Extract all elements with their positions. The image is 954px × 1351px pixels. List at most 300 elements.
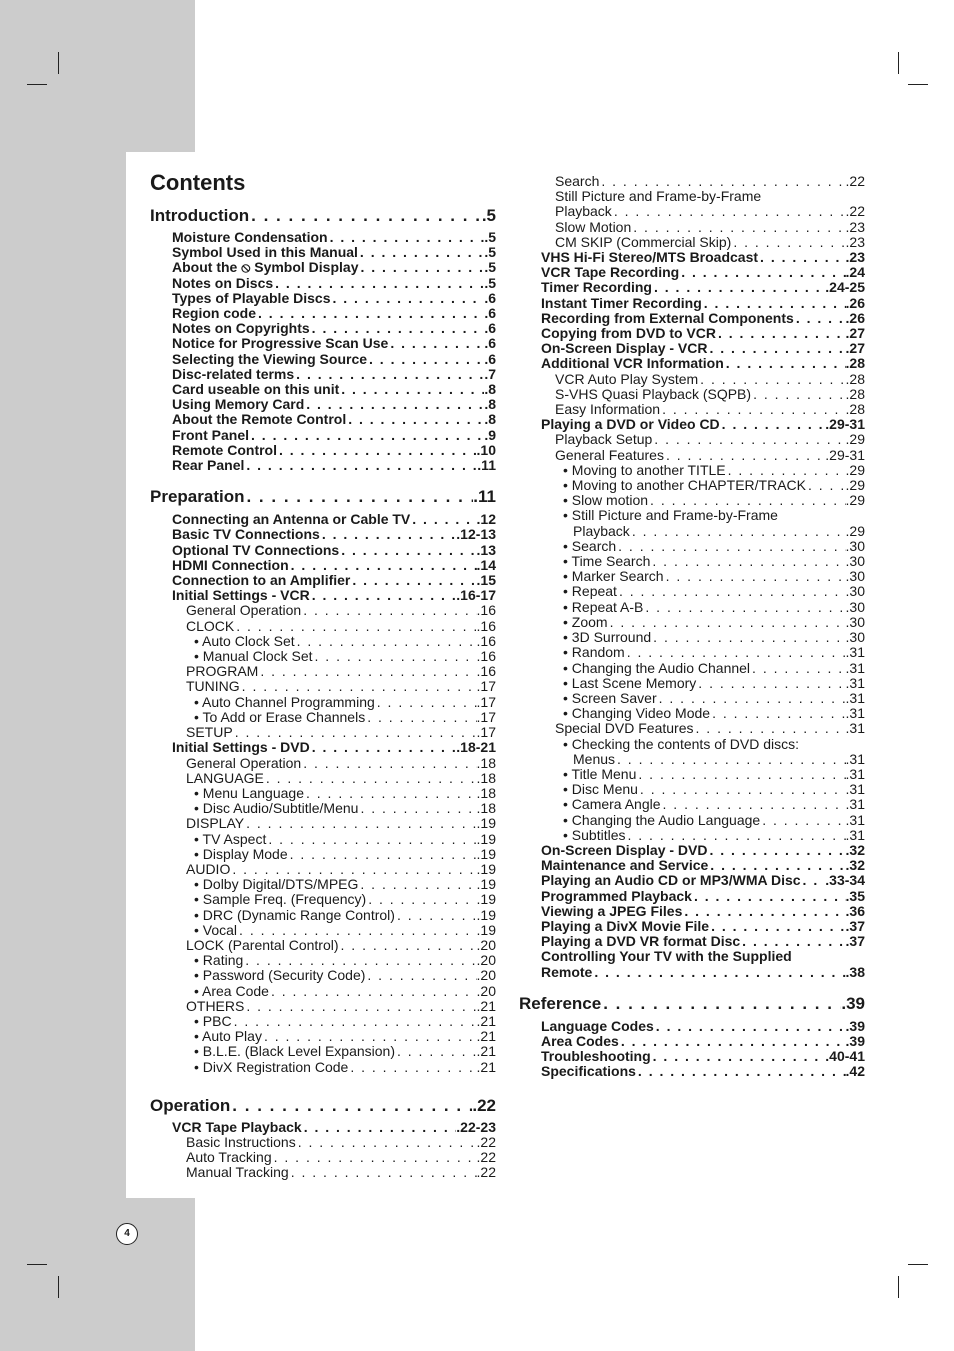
toc-entry bbox=[150, 527, 496, 542]
toc-entry bbox=[519, 873, 865, 888]
toc-entry bbox=[519, 417, 865, 432]
toc-page-number: .31 bbox=[845, 706, 865, 722]
toc-page-number: .19 bbox=[476, 892, 496, 908]
toc-entry bbox=[519, 569, 865, 584]
toc-page-number: .19 bbox=[476, 831, 496, 847]
toc-entry bbox=[519, 721, 865, 736]
toc-entry-label: • Zoom bbox=[563, 614, 608, 630]
toc-entry bbox=[150, 740, 496, 755]
toc-entry-label: • Changing Video Mode bbox=[563, 706, 711, 722]
toc-entry-label: LOCK (Parental Control) bbox=[186, 937, 339, 953]
toc-entry bbox=[519, 432, 865, 447]
toc-page-number: .27 bbox=[845, 341, 865, 357]
toc-left-column bbox=[150, 205, 496, 1181]
toc-entry-label: Optional TV Connections bbox=[172, 542, 340, 558]
toc-entry-label: Initial Settings - DVD bbox=[172, 740, 310, 756]
toc-entry-label: Rear Panel bbox=[172, 458, 245, 474]
toc-entry bbox=[150, 892, 496, 907]
toc-page-number: .28 bbox=[845, 386, 865, 402]
toc-page-number: .7 bbox=[484, 366, 496, 382]
toc-page-number: .19 bbox=[476, 816, 496, 832]
toc-page-number: .19 bbox=[476, 907, 496, 923]
dot-leader bbox=[262, 1029, 477, 1044]
toc-entry bbox=[150, 588, 496, 603]
toc-entry-label: SETUP bbox=[186, 725, 233, 741]
toc-entry bbox=[519, 828, 865, 843]
dot-leader bbox=[339, 938, 477, 953]
toc-entry-label: Specifications bbox=[541, 1064, 636, 1080]
dot-leader bbox=[720, 417, 826, 432]
toc-entry bbox=[519, 356, 865, 371]
toc-entry-label: Still Picture and Frame-by-Frame bbox=[555, 189, 762, 205]
toc-entry-label: VCR Auto Play System bbox=[555, 371, 699, 387]
toc-page-number: .19 bbox=[476, 861, 496, 877]
toc-entry bbox=[150, 816, 496, 831]
dot-leader bbox=[636, 1064, 846, 1079]
dot-leader bbox=[304, 397, 484, 412]
toc-page-number: .16 bbox=[476, 603, 496, 619]
dot-leader bbox=[724, 356, 846, 371]
toc-entry-label: Connecting an Antenna or Cable TV bbox=[172, 512, 411, 528]
toc-entry bbox=[519, 204, 865, 219]
toc-entry-label: Remote bbox=[541, 964, 593, 980]
toc-page-number: .32 bbox=[845, 842, 865, 858]
toc-entry-label: Playback bbox=[573, 523, 630, 539]
toc-entry-label: HDMI Connection bbox=[172, 557, 289, 573]
toc-entry-label: Initial Settings - VCR bbox=[172, 588, 310, 604]
dot-leader bbox=[750, 661, 845, 676]
toc-entry-label: • Changing the Audio Language bbox=[563, 812, 761, 828]
toc-entry-label: TUNING bbox=[186, 679, 240, 695]
toc-entry-label: • DivX Registration Code bbox=[194, 1059, 349, 1075]
toc-page-number: .30 bbox=[845, 538, 865, 554]
dot-leader bbox=[277, 443, 477, 458]
toc-entry bbox=[519, 767, 865, 782]
toc-page-number: .31 bbox=[845, 675, 865, 691]
toc-entry bbox=[519, 1019, 865, 1034]
dot-leader bbox=[256, 306, 484, 321]
toc-entry bbox=[150, 679, 496, 694]
toc-page-number: .30 bbox=[845, 614, 865, 630]
toc-page-number: .5 bbox=[484, 245, 496, 261]
toc-entry bbox=[150, 725, 496, 740]
toc-entry-label: • DRC (Dynamic Range Control) bbox=[194, 907, 395, 923]
dot-leader bbox=[375, 695, 477, 710]
toc-entry-label: Using Memory Card bbox=[172, 397, 305, 413]
toc-entry bbox=[150, 336, 496, 351]
toc-page-number: .22 bbox=[476, 1150, 496, 1166]
toc-entry-label: Additional VCR Information bbox=[541, 356, 724, 372]
crop-mark bbox=[898, 1276, 899, 1298]
toc-entry bbox=[150, 603, 496, 618]
toc-entry bbox=[150, 512, 496, 527]
dot-leader bbox=[232, 1014, 477, 1029]
toc-entry bbox=[519, 797, 865, 812]
toc-entry-label: About the ⦸ Symbol Display bbox=[172, 260, 359, 276]
toc-page-number: .17 bbox=[476, 709, 496, 725]
dot-leader bbox=[661, 797, 846, 812]
toc-entry-label: Basic Instructions bbox=[186, 1134, 296, 1150]
toc-entry-label: • PBC bbox=[194, 1013, 232, 1029]
dot-leader bbox=[615, 752, 846, 767]
toc-entry-label: DISPLAY bbox=[186, 816, 245, 832]
toc-page-number: .30 bbox=[845, 584, 865, 600]
toc-page-number: .29-31 bbox=[825, 417, 865, 433]
toc-entry bbox=[519, 1064, 865, 1079]
toc-entry-label: Maintenance and Service bbox=[541, 858, 709, 874]
toc-entry bbox=[519, 387, 865, 402]
toc-page-number: .42 bbox=[845, 1064, 865, 1080]
toc-page-number: .15 bbox=[476, 573, 496, 589]
dot-leader bbox=[625, 645, 846, 660]
toc-entry bbox=[519, 691, 865, 706]
toc-entry bbox=[150, 786, 496, 801]
toc-page-number: .17 bbox=[476, 694, 496, 710]
toc-entry bbox=[519, 524, 865, 539]
toc-entry-label: • Auto Clock Set bbox=[194, 633, 295, 649]
toc-page-number: .20 bbox=[476, 983, 496, 999]
dot-leader bbox=[652, 280, 825, 295]
toc-page-number: .6 bbox=[484, 290, 496, 306]
toc-entry bbox=[519, 311, 865, 326]
toc-entry-label: • Vocal bbox=[194, 922, 238, 938]
toc-page-number: .37 bbox=[845, 934, 865, 950]
toc-page-number: .22 bbox=[845, 204, 865, 220]
dot-leader bbox=[592, 965, 845, 980]
dot-leader bbox=[709, 919, 845, 934]
toc-page-number: .31 bbox=[845, 721, 865, 737]
toc-page-number: .23 bbox=[845, 250, 865, 266]
toc-entry bbox=[150, 968, 496, 983]
toc-page-number: .11 bbox=[477, 458, 496, 474]
toc-entry bbox=[150, 619, 496, 634]
toc-page-number: .19 bbox=[476, 846, 496, 862]
toc-entry-label: Instant Timer Recording bbox=[541, 295, 702, 311]
toc-entry-label: • 3D Surround bbox=[563, 630, 652, 646]
toc-entry bbox=[150, 1014, 496, 1029]
toc-entry bbox=[519, 539, 865, 554]
dot-leader bbox=[264, 771, 477, 786]
toc-entry-label: Front Panel bbox=[172, 427, 250, 443]
toc-entry-label: Introduction bbox=[150, 206, 250, 225]
toc-page-number: .27 bbox=[845, 326, 865, 342]
toc-entry-label: VCR Tape Playback bbox=[172, 1119, 302, 1135]
toc-entry bbox=[519, 448, 865, 463]
toc-entry-label: Selecting the Viewing Source bbox=[172, 351, 368, 367]
toc-entry bbox=[150, 321, 496, 336]
toc-entry-label: Slow Motion bbox=[555, 219, 632, 235]
dot-leader bbox=[760, 813, 845, 828]
dot-leader bbox=[296, 1135, 477, 1150]
toc-entry-label: Copying from DVD to VCR bbox=[541, 326, 716, 342]
dot-leader bbox=[608, 615, 846, 630]
toc-entry-label: Troubleshooting bbox=[541, 1049, 651, 1065]
toc-page-number: .19 bbox=[476, 922, 496, 938]
toc-page-number: .30 bbox=[845, 599, 865, 615]
toc-entry-label: • Repeat bbox=[563, 584, 617, 600]
toc-page-number: .31 bbox=[845, 766, 865, 782]
dot-leader bbox=[330, 291, 484, 306]
toc-page-number: .26 bbox=[845, 310, 865, 326]
toc-entry-label: CM SKIP (Commercial Skip) bbox=[555, 234, 732, 250]
toc-entry-label: Area Codes bbox=[541, 1033, 619, 1049]
toc-page-number: .31 bbox=[845, 660, 865, 676]
toc-section-heading bbox=[150, 1095, 496, 1116]
dot-leader bbox=[801, 873, 826, 888]
dot-leader bbox=[616, 539, 845, 554]
dot-leader bbox=[710, 706, 845, 721]
toc-page-number: .12-13 bbox=[456, 527, 496, 543]
dot-leader bbox=[679, 265, 845, 280]
dot-leader bbox=[410, 512, 476, 527]
dot-leader bbox=[365, 968, 476, 983]
toc-entry bbox=[150, 984, 496, 999]
toc-entry bbox=[150, 458, 496, 473]
toc-page-number: .29-31 bbox=[825, 447, 865, 463]
toc-page-number: .17 bbox=[476, 725, 496, 741]
dot-leader bbox=[599, 174, 845, 189]
toc-page-number: .33-34 bbox=[825, 873, 865, 889]
dot-leader bbox=[320, 527, 456, 542]
toc-entry-label: • Menu Language bbox=[194, 785, 304, 801]
dot-leader bbox=[310, 321, 485, 336]
toc-entry bbox=[150, 1060, 496, 1075]
dot-leader bbox=[694, 721, 846, 736]
toc-entry bbox=[150, 1029, 496, 1044]
dot-leader bbox=[237, 923, 476, 938]
toc-page-number: .29 bbox=[845, 432, 865, 448]
dot-leader bbox=[726, 463, 846, 478]
dot-leader bbox=[651, 1049, 826, 1064]
toc-entry-label: • Sample Freq. (Frequency) bbox=[194, 892, 367, 908]
toc-page-number: .21 bbox=[476, 1029, 496, 1045]
toc-entry-label: • Changing the Audio Channel bbox=[563, 660, 751, 676]
toc-page-number: .30 bbox=[845, 554, 865, 570]
toc-entry-label: Viewing a JPEG Files bbox=[541, 903, 683, 919]
toc-entry-label: • Time Search bbox=[563, 554, 651, 570]
toc-entry bbox=[150, 260, 496, 275]
toc-page-number: .16 bbox=[476, 664, 496, 680]
toc-entry bbox=[150, 367, 496, 382]
dot-leader bbox=[612, 204, 846, 219]
dot-leader bbox=[395, 1044, 477, 1059]
toc-page-number: .31 bbox=[845, 782, 865, 798]
dot-leader bbox=[692, 889, 846, 904]
toc-entry-label: • Subtitles bbox=[563, 827, 626, 843]
dot-leader bbox=[708, 858, 845, 873]
toc-entry-label: • Repeat A-B bbox=[563, 599, 644, 615]
toc-entry-label: VHS Hi-Fi Stereo/MTS Broadcast bbox=[541, 250, 759, 266]
toc-page-number: .13 bbox=[476, 542, 496, 558]
dot-leader bbox=[230, 1095, 472, 1116]
toc-page-number: .6 bbox=[484, 306, 496, 322]
dot-leader bbox=[289, 558, 477, 573]
dot-leader bbox=[630, 524, 846, 539]
toc-entry-label: • Auto Channel Programming bbox=[194, 694, 375, 710]
toc-entry bbox=[150, 771, 496, 786]
toc-entry bbox=[150, 443, 496, 458]
toc-entry bbox=[150, 832, 496, 847]
dot-leader bbox=[348, 1060, 476, 1075]
toc-entry-label: • Random bbox=[563, 645, 625, 661]
toc-page-number: .5 bbox=[481, 206, 496, 225]
dot-leader bbox=[249, 428, 484, 443]
toc-page-number: .16 bbox=[476, 649, 496, 665]
toc-entry bbox=[519, 220, 865, 235]
toc-entry-label: Recording from External Components bbox=[541, 310, 794, 326]
toc-entry bbox=[150, 908, 496, 923]
dot-leader bbox=[244, 999, 476, 1014]
dot-leader bbox=[244, 486, 473, 507]
toc-entry-label: • Disc Audio/Subtitle/Menu bbox=[194, 801, 359, 817]
dot-leader bbox=[358, 260, 484, 275]
toc-page-number: .23 bbox=[845, 234, 865, 250]
toc-entry-label: Special DVD Features bbox=[555, 721, 694, 737]
crop-mark bbox=[27, 84, 47, 85]
toc-page-number: .30 bbox=[845, 630, 865, 646]
toc-entry-label: On-Screen Display - VCR bbox=[541, 341, 708, 357]
toc-entry bbox=[519, 508, 865, 523]
dot-leader bbox=[313, 649, 477, 664]
toc-entry bbox=[150, 573, 496, 588]
toc-page-number: .16 bbox=[476, 618, 496, 634]
toc-entry-label: General Features bbox=[555, 447, 664, 463]
toc-page-number: .16 bbox=[476, 633, 496, 649]
dot-leader bbox=[682, 904, 845, 919]
toc-entry-label: Playback bbox=[555, 204, 612, 220]
toc-entry-label: Playing a DivX Movie File bbox=[541, 918, 710, 934]
toc-entry bbox=[519, 630, 865, 645]
toc-entry-label: Connection to an Amplifier bbox=[172, 573, 351, 589]
toc-entry-label: • Moving to another TITLE bbox=[563, 462, 726, 478]
page-title: Contents bbox=[150, 170, 246, 195]
toc-entry bbox=[150, 352, 496, 367]
toc-page-number: .21 bbox=[476, 1044, 496, 1060]
dot-leader bbox=[358, 877, 476, 892]
toc-entry-label: Preparation bbox=[150, 487, 245, 507]
toc-entry bbox=[150, 1120, 496, 1135]
toc-entry-label: • Dolby Digital/DTS/MPEG bbox=[194, 877, 359, 893]
toc-page-number: .38 bbox=[845, 964, 865, 980]
crop-mark bbox=[908, 1264, 928, 1265]
toc-page-number: .31 bbox=[845, 690, 865, 706]
toc-entry-label: Playback Setup bbox=[555, 432, 653, 448]
toc-entry bbox=[150, 877, 496, 892]
dot-leader bbox=[650, 554, 845, 569]
toc-entry bbox=[519, 478, 865, 493]
toc-entry-label: Easy Information bbox=[555, 402, 661, 418]
toc-entry-label: • Screen Saver bbox=[563, 690, 657, 706]
toc-page-number: .31 bbox=[845, 797, 865, 813]
toc-entry bbox=[150, 847, 496, 862]
toc-entry-label: Symbol Used in this Manual bbox=[172, 245, 358, 261]
toc-entry bbox=[150, 291, 496, 306]
toc-entry bbox=[150, 923, 496, 938]
toc-entry bbox=[150, 862, 496, 877]
toc-entry-label: VCR Tape Recording bbox=[541, 265, 680, 281]
dot-leader bbox=[631, 220, 845, 235]
toc-page-number: .39 bbox=[845, 1018, 865, 1034]
toc-page-number: .5 bbox=[484, 260, 496, 276]
toc-entry bbox=[519, 965, 865, 980]
dot-leader bbox=[230, 862, 476, 877]
toc-page-number: .31 bbox=[845, 812, 865, 828]
dot-leader bbox=[249, 205, 482, 226]
toc-page-number: .28 bbox=[845, 371, 865, 387]
toc-page-number: .18 bbox=[476, 770, 496, 786]
toc-entry-label: Playing a DVD VR format Disc bbox=[541, 934, 741, 950]
toc-page-number: .28 bbox=[845, 402, 865, 418]
toc-entry-label: • Title Menu bbox=[563, 766, 637, 782]
toc-page-number: .39 bbox=[845, 1033, 865, 1049]
toc-page-number: .8 bbox=[484, 397, 496, 413]
toc-entry bbox=[150, 756, 496, 771]
dot-leader bbox=[617, 584, 846, 599]
toc-page-number: .21 bbox=[476, 998, 496, 1014]
toc-entry bbox=[519, 341, 865, 356]
toc-entry bbox=[150, 634, 496, 649]
toc-entry-label: • Disc Menu bbox=[563, 782, 638, 798]
toc-entry-label: • Rating bbox=[194, 953, 244, 969]
dot-leader bbox=[638, 782, 846, 797]
dot-leader bbox=[339, 382, 484, 397]
toc-entry bbox=[519, 326, 865, 341]
toc-entry-label: • TV Aspect bbox=[194, 831, 267, 847]
toc-page-number: .5 bbox=[484, 230, 496, 245]
toc-page-number: .24-25 bbox=[825, 280, 865, 296]
dot-leader bbox=[301, 603, 476, 618]
toc-entry bbox=[150, 276, 496, 291]
dot-leader bbox=[708, 341, 846, 356]
dot-leader bbox=[758, 250, 845, 265]
toc-page-number: .31 bbox=[845, 645, 865, 661]
page-number: 4 bbox=[116, 1223, 138, 1245]
dot-leader bbox=[310, 740, 457, 755]
toc-entry bbox=[150, 558, 496, 573]
toc-page-number: .31 bbox=[845, 827, 865, 843]
toc-entry bbox=[519, 554, 865, 569]
toc-entry-label: Language Codes bbox=[541, 1018, 654, 1034]
dot-leader bbox=[367, 352, 484, 367]
toc-entry-label: • B.L.E. (Black Level Expansion) bbox=[194, 1044, 395, 1060]
toc-page-number: .17 bbox=[476, 679, 496, 695]
toc-entry bbox=[519, 189, 865, 204]
dot-leader bbox=[339, 543, 476, 558]
toc-entry-label: Moisture Condensation bbox=[172, 230, 328, 245]
dot-leader bbox=[328, 230, 485, 245]
toc-entry bbox=[519, 265, 865, 280]
toc-page-number: .22 bbox=[845, 174, 865, 189]
toc-entry bbox=[150, 664, 496, 679]
crop-mark bbox=[58, 52, 59, 74]
toc-entry-label: Search bbox=[555, 174, 600, 189]
toc-entry-label: S-VHS Quasi Playback (SQPB) bbox=[555, 386, 752, 402]
dot-leader bbox=[294, 367, 484, 382]
dot-leader bbox=[302, 1120, 457, 1135]
toc-entry-label: • Checking the contents of DVD discs: bbox=[563, 736, 800, 752]
toc-entry-label: Remote Control bbox=[172, 442, 277, 458]
dot-leader bbox=[664, 569, 846, 584]
toc-entry-label: Menus bbox=[573, 751, 616, 767]
toc-entry bbox=[519, 934, 865, 949]
dot-leader bbox=[258, 664, 476, 679]
toc-section-heading bbox=[519, 993, 865, 1014]
dot-leader bbox=[346, 412, 484, 427]
toc-entry bbox=[519, 1049, 865, 1064]
toc-entry-label: • To Add or Erase Channels bbox=[194, 709, 366, 725]
toc-page-number: .30 bbox=[845, 569, 865, 585]
toc-entry-label: • Password (Security Code) bbox=[194, 968, 366, 984]
